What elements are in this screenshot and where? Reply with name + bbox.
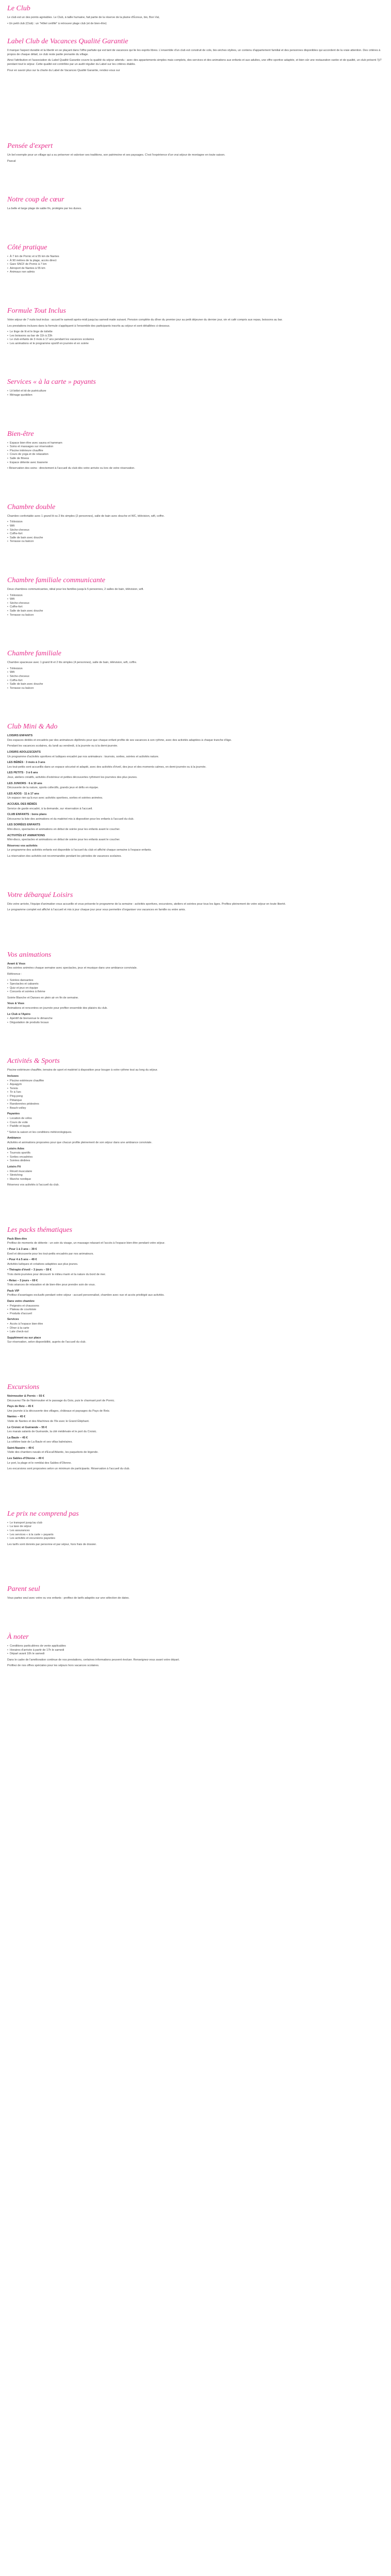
paragraph: Référence : xyxy=(7,972,22,976)
paragraph: Des espaces dédiés et encadrés par des animateurs diplômés pour que chaque enfant profite de ses vacances à son rythme, avec des activités adaptées à chaque tranche d'âge. xyxy=(7,738,232,742)
page xyxy=(0,4,391,1689)
paragraph: Trois demi-journées pour découvrir le milieu marin et la nature du bord de mer. xyxy=(7,1273,106,1277)
list-item: • Wifi xyxy=(7,524,384,529)
list-item: • Quiz et jeux en équipe xyxy=(7,987,384,991)
subheading: Payantes xyxy=(7,1112,20,1116)
paragraph: Réservez vos activités à l'accueil du club. xyxy=(7,1183,60,1187)
paragraph: Mini-disco, spectacles et animations en début de soirée pour les enfants avant le coucher. xyxy=(7,838,120,842)
list-item: • Les services « à la carte » payants xyxy=(7,1533,384,1537)
paragraph: La belle et large plage de sable fin, protégée par les dunes. xyxy=(7,207,82,211)
paragraph: Le port, la plage et le remblai des Sables-d'Olonne. xyxy=(7,1461,72,1465)
paragraph: Profitez d'avantages exclusifs pendant votre séjour : accueil personnalisé, chambre avec vue et accès privilégié aux activités. xyxy=(7,1294,165,1297)
paragraph: Éveil et découverte pour les tout-petits encadrés par nos animateurs. xyxy=(7,1252,94,1256)
section-title: Activités & Sports xyxy=(7,1057,60,1065)
list-item: • Plateau de courtoisie xyxy=(7,1308,384,1312)
section-title: Vos animations xyxy=(7,951,52,959)
bullet-list xyxy=(7,1304,384,1316)
paragraph: Soirée Blanche et Danses en plein air en fin de semaine. xyxy=(7,996,79,999)
list-item: • Les assurances xyxy=(7,1529,384,1533)
section-title: Formule Tout Inclus xyxy=(7,307,66,315)
paragraph: Pour en savoir plus sur la charte du Label de Vacances Qualité Garantie, rendez-vous sur xyxy=(7,69,120,72)
section-votre-debarque-loisirs xyxy=(7,891,384,939)
section-spacer xyxy=(7,546,384,565)
list-item: • Dîner à la carte xyxy=(7,1327,384,1331)
list-item: • Ping-pong xyxy=(7,1095,384,1099)
section-spacer xyxy=(7,1347,384,1371)
subheading: Noirmoutier & Pornic – 55 € xyxy=(7,1394,45,1398)
list-item: • Gare SNCF de Pornic à 7 km xyxy=(7,263,384,267)
section-label-club-de-vacances-qualite-garantie xyxy=(7,37,384,130)
paragraph: Les tout-petits sont accueillis dans un espace sécurisé et adapté, avec des activités d'éveil, des jeux et des moments calmes, en demi-journée ou à la journée. xyxy=(7,765,206,769)
list-item: • Paddle et kayak xyxy=(7,1125,384,1129)
subheading: CLUB ENFANTS : bons plans xyxy=(7,813,47,817)
list-item: • La taxe de séjour xyxy=(7,1525,384,1529)
list-item: • Spectacles et cabarets xyxy=(7,982,384,987)
section-title: Le Club xyxy=(7,5,30,12)
subheading: • Pour 1 à 3 ans – 39 € xyxy=(7,1248,37,1251)
bullet-list xyxy=(7,255,384,275)
list-item: • Apéritif de bienvenue le dimanche xyxy=(7,1017,384,1021)
section-title: Le prix ne comprend pas xyxy=(7,1510,79,1518)
subheading: Supplément ou sur place xyxy=(7,1336,41,1340)
subheading: ACTIVITÉS ET ANIMATIONS xyxy=(7,834,45,837)
bullet-list xyxy=(7,594,384,618)
subheading: Saint-Nazaire – 49 € xyxy=(7,1446,34,1450)
list-item: • Terrasse ou balcon xyxy=(7,687,384,691)
paragraph: Une journée à la découverte des villages, châteaux et paysages du Pays de Retz. xyxy=(7,1409,110,1413)
list-item: • Cours de yoga et de relaxation xyxy=(7,453,384,457)
list-item: • Les activités et excursions payantes xyxy=(7,1537,384,1541)
paragraph: Activités ludiques et créatives adaptées aux plus jeunes. xyxy=(7,1262,78,1266)
paragraph: Les marais salants de Guérande, la cité médiévale et le port du Croisic. xyxy=(7,1430,97,1434)
list-item: • Aquagym xyxy=(7,1083,384,1087)
paragraph: Ainsi l'attribution et l'association du Label Qualité Garantie couvre la qualité du séjour attendu : avec des appartements simples mais complets, des services et des animations aux enfants et aux adultes, une offre sportive adaptée, et bien sûr une restauration variée et de qualité, un club présent 7j/7 pendant tout le séjour. Cette qualité est contrôlée par un audit régulier du Label sur les critères établis. xyxy=(7,59,382,66)
list-item: • Conditions particulières de vente applicables xyxy=(7,1645,384,1649)
paragraph: Dans le cadre de l'amélioration continue de nos prestations, certaines informations peuvent évoluer. Renseignez-vous avant votre départ. xyxy=(7,1658,180,1662)
paragraph: Votre séjour de 7 nuits tout inclus : accueil le samedi après-midi jusqu'au samedi matin suivant. Pension complète du dîner du premier jour au petit déjeuner du dernier jour, vin et café compris aux repas, boissons au bar. xyxy=(7,318,283,321)
section-pensee-d-expert xyxy=(7,142,384,184)
subheading: LES SOIRÉES ENFANTS xyxy=(7,823,40,827)
section-les-packs-thematiques xyxy=(7,1226,384,1371)
section-title: Notre coup de cœur xyxy=(7,196,64,204)
list-item: • Pétanque xyxy=(7,1099,384,1103)
paragraph: Piscine extérieure chauffée, terrains de sport et matériel à disposition pour bouger à votre rythme tout au long du séjour. xyxy=(7,1069,158,1072)
list-item: • Espace bien-être avec sauna et hammam xyxy=(7,442,384,446)
paragraph: Le programme des activités enfants est disponible à l'accueil du club et affiché chaque semaine à l'espace enfants. xyxy=(7,849,152,852)
section-title: Label Club de Vacances Qualité Garantie xyxy=(7,38,128,46)
paragraph: Service de garde encadré, à la demande, sur réservation à l'accueil. xyxy=(7,807,93,810)
paragraph: Mini-disco, spectacles et animations en début de soirée pour les enfants avant le coucher. xyxy=(7,827,120,831)
paragraph: Profitez de moments de détente : un soin du visage, un massage relaxant et l'accès à l'espace bien-être pendant votre séjour. xyxy=(7,1242,166,1245)
list-item: • Terrasse ou balcon xyxy=(7,540,384,544)
paragraph: Vous partez seul avec votre ou vos enfants : profitez de tarifs adaptés sur une sélection de dates. xyxy=(7,1597,129,1600)
paragraph: Un bel exemple pour un village qui a su préserver et valoriser ses traditions, son patrimoine et ses paysages. C'est l'expérience d'un vrai séjour de montagne en toute saison. xyxy=(7,154,225,157)
section-cote-pratique xyxy=(7,243,384,295)
list-item: • Coffre-fort xyxy=(7,605,384,609)
subheading: Pays de Retz – 45 € xyxy=(7,1405,34,1409)
section-title: Club Mini & Ado xyxy=(7,723,58,731)
paragraph: Pascal xyxy=(7,159,16,163)
list-item: • Soirées dansantes xyxy=(7,979,384,983)
list-item: • Salle de bain avec douche xyxy=(7,683,384,687)
list-item: • À 90 mètres de la plage, accès direct xyxy=(7,259,384,263)
list-item: • Produits d'accueil xyxy=(7,1312,384,1316)
list-item: • Terrasse ou balcon xyxy=(7,614,384,618)
paragraph: Le club est un des points agréables. Le Club, à taille humaine, fait partie de la réserve de la plaine d'Évreux, bio, Bon Val, xyxy=(7,16,160,19)
section-title: Services « à la carte » payants xyxy=(7,378,96,386)
list-item: • Le linge de lit et le linge de toilette xyxy=(7,330,384,334)
list-item: • Les animations et le programme sportif en journée et en soirée xyxy=(7,342,384,346)
subheading: Le Club à l'Apéro xyxy=(7,1012,31,1016)
section-vos-animations xyxy=(7,951,384,1046)
subheading: Loisirs Fit xyxy=(7,1165,21,1168)
list-item: • Réveil musculaire xyxy=(7,1170,384,1174)
subheading: • Thérapie d'éveil – 3 jours – 59 € xyxy=(7,1268,52,1272)
subheading: Loisirs Ados xyxy=(7,1147,25,1150)
section-club-mini-ado xyxy=(7,722,384,879)
list-item: • Tennis xyxy=(7,1087,384,1091)
list-item: • Soins et massages sur réservation xyxy=(7,445,384,449)
section-services-a-la-carte-payants xyxy=(7,378,384,418)
bullet-list xyxy=(7,1521,384,1541)
list-item: • Télévision xyxy=(7,520,384,524)
paragraph: * Selon la saison et les conditions météorologiques. xyxy=(7,1130,72,1134)
list-item: • Sèche-cheveux xyxy=(7,675,384,679)
paragraph: Deux chambres communicantes, idéal pour les familles jusqu'à 5 personnes, 2 salles de bain, télévision, wifi. xyxy=(7,587,144,591)
list-item: • Lit bébé et kit de puériculture xyxy=(7,389,384,394)
list-item: • Les boissons au bar de 11h à 23h xyxy=(7,334,384,338)
subheading: Ambiance xyxy=(7,1137,21,1140)
subheading: • Relax – 3 jours – 69 € xyxy=(7,1279,38,1282)
list-item: • Piscine intérieure chauffée xyxy=(7,449,384,453)
section-spacer xyxy=(7,1190,384,1214)
section-le-prix-ne-comprend-pas xyxy=(7,1510,384,1574)
section-parent-seul xyxy=(7,1585,384,1621)
bullet-list xyxy=(7,1079,384,1111)
section-chambre-familiale-communicante xyxy=(7,576,384,638)
subheading: Le Croisic et Guérande – 55 € xyxy=(7,1426,47,1429)
section-spacer xyxy=(7,861,384,879)
section-spacer xyxy=(7,692,384,711)
bullet-list xyxy=(7,1645,384,1656)
bullet-list xyxy=(7,1323,384,1334)
subheading: Dans votre chambre xyxy=(7,1300,35,1303)
list-item: • Aéroport de Nantes à 55 km xyxy=(7,267,384,271)
subheading: LOISIRS ENFANTS xyxy=(7,734,33,738)
list-item: • Télévision xyxy=(7,594,384,598)
paragraph: Découverte de la nature, sports collectifs, grands jeux et défis en équipe. xyxy=(7,786,99,790)
list-item: • Tir à l'arc xyxy=(7,1091,384,1095)
list-item: • Sorties encadrées xyxy=(7,1156,384,1160)
list-item: • Départ avant 10h le samedi xyxy=(7,1652,384,1656)
section-title: Chambre familiale communicante xyxy=(7,576,106,584)
paragraph: Animations et rencontres en journée pour profiter ensemble des plaisirs du club. xyxy=(7,1007,108,1010)
section-title: Chambre double xyxy=(7,503,56,511)
paragraph: La réservation des activités est recommandée pendant les périodes de vacances scolaires. xyxy=(7,854,122,858)
paragraph: Un espace rien qu'à eux avec activités sportives, sorties et soirées animées. xyxy=(7,796,103,800)
list-item: • Animaux non admis xyxy=(7,270,384,275)
list-item: • Salle de fitness xyxy=(7,457,384,461)
section-le-club xyxy=(7,4,384,26)
paragraph: Pendant les vacances scolaires, du lundi au vendredi, à la journée ou à la demi-journée. xyxy=(7,744,118,748)
subheading: Pack Bien-être xyxy=(7,1237,27,1241)
list-item: • Late check-out xyxy=(7,1330,384,1334)
paragraph: Il marque l'aspect durable et la liberté en se plaçant dans l'offre parfaite qui est tant de vacances qui lie les esprits libres. L'ensemble d'un club est construit de vols, bio-sèches stylées, un contenu d'appartement familial et des personnes disponibles qui accordent de la vraie attention. Des critères à propos de chaque détail, ce club reste partie prenante du village. xyxy=(7,49,381,56)
section-spacer xyxy=(7,1670,384,1689)
list-item: • Ménage quotidien xyxy=(7,394,384,398)
list-item: • Salle de bain avec douche xyxy=(7,536,384,540)
section-spacer xyxy=(7,1027,384,1045)
paragraph: Jeux, ateliers créatifs, activités d'extérieur et petites découvertes rythment les journées des plus jeunes. xyxy=(7,776,138,779)
subheading: Les Sables-d'Olonne – 49 € xyxy=(7,1457,44,1461)
list-item: • Le club enfants de 3 mois à 17 ans pendant les vacances scolaires xyxy=(7,338,384,342)
bullet-list xyxy=(7,1170,384,1182)
paragraph: Les excursions sont proposées selon un minimum de participants. Réservation à l'accueil du club. xyxy=(7,1467,130,1471)
subheading: Pack VIP xyxy=(7,1289,20,1293)
section-spacer xyxy=(7,277,384,295)
list-item: • Le transport jusqu'au club xyxy=(7,1521,384,1526)
list-item: • Peignoirs et chaussons xyxy=(7,1304,384,1309)
list-item: • Soirées dédiées xyxy=(7,1159,384,1163)
section-spacer xyxy=(7,473,384,492)
bullet-list xyxy=(7,1017,384,1025)
list-item: • Randonnées pédestres xyxy=(7,1103,384,1107)
bullet-list xyxy=(7,667,384,691)
paragraph: Des soirées animées chaque semaine avec spectacles, jeux et musique dans une ambiance conviviale. xyxy=(7,967,138,970)
subheading: La Baule – 45 € xyxy=(7,1436,28,1439)
paragraph: Chambre spacieuse avec 1 grand lit et 2 lits simples (4 personnes), salle de bain, télévision, wifi, coffre. xyxy=(7,661,137,665)
list-item: • Sèche-cheveux xyxy=(7,602,384,606)
list-item: • Horaires d'arrivée à partir de 17h le samedi xyxy=(7,1649,384,1653)
section-formule-tout-inclus xyxy=(7,307,384,367)
paragraph: Dès votre arrivée, l'équipe d'animation vous accueille et vous présente le programme de la semaine : activités sportives, excursions, ateliers et soirées pour tous les âges. Profitez pleinement de votre séjour en toute liberté. xyxy=(7,902,286,906)
paragraph: Visite de Nantes et des Machines de l'île avec le Grand Éléphant. xyxy=(7,1419,90,1423)
subheading: LES PETITS · 3 à 6 ans xyxy=(7,771,38,775)
section-spacer xyxy=(7,348,384,366)
section-chambre-familiale xyxy=(7,649,384,711)
list-item: • Tournois sportifs xyxy=(7,1151,384,1156)
paragraph: La célèbre baie de La Baule et ses villas balnéaires. xyxy=(7,1440,73,1444)
section-spacer xyxy=(7,75,384,130)
bullet-list xyxy=(7,389,384,397)
section-spacer xyxy=(7,213,384,232)
list-item: • Concerts et soirées à thème xyxy=(7,990,384,994)
subheading: LES ADOS · 11 à 17 ans xyxy=(7,792,39,795)
bullet-list xyxy=(7,1151,384,1163)
paragraph: Visite des chantiers navals et d'Escal'Atlantic, les paquebots de légende. xyxy=(7,1451,99,1454)
subheading: Vous & Vous xyxy=(7,1002,25,1006)
paragraph: Découvrez l'île de Noirmoutier et le passage du Gois, puis le charmant port de Pornic. xyxy=(7,1399,115,1402)
list-item: • Piscine extérieure chauffée xyxy=(7,1079,384,1083)
section-notre-coup-de-c-ur xyxy=(7,195,384,232)
bullet-list xyxy=(7,979,384,994)
subheading: Services xyxy=(7,1318,19,1321)
bullet-list xyxy=(7,330,384,346)
subheading: LOISIRS ADOLESCENTS xyxy=(7,751,41,754)
bullet-list xyxy=(7,442,384,465)
list-item: • Wifi xyxy=(7,598,384,602)
paragraph: Sur réservation, selon disponibilité, auprès de l'accueil du club. xyxy=(7,1341,86,1344)
paragraph: • Réservation des soins : directement à l'accueil du club dès votre arrivée ou lors de votre réservation. xyxy=(7,467,135,470)
list-item: • Cours de voile xyxy=(7,1121,384,1125)
subheading: Réservez vos activités xyxy=(7,844,38,848)
section-title: À noter xyxy=(7,1633,29,1641)
section-activites-sports xyxy=(7,1057,384,1214)
list-item: • Accès à l'espace bien-être xyxy=(7,1323,384,1327)
section-spacer xyxy=(7,165,384,184)
section-spacer xyxy=(7,1549,384,1573)
list-item: • Wifi xyxy=(7,671,384,675)
list-item: • Sèche-cheveux xyxy=(7,529,384,533)
subheading: • Pour 4 à 5 ans – 49 € xyxy=(7,1258,37,1262)
section-spacer xyxy=(7,1473,384,1498)
list-item: • Coffre-fort xyxy=(7,679,384,683)
list-item: • Stretching xyxy=(7,1174,384,1178)
list-item: • Marche nordique xyxy=(7,1178,384,1182)
list-item: • Coffre-fort xyxy=(7,532,384,536)
list-item: • Espace détente avec tisanerie xyxy=(7,461,384,465)
bullet-list xyxy=(7,520,384,544)
list-item: • Dégustation de produits locaux xyxy=(7,1021,384,1025)
section-bien-etre xyxy=(7,430,384,492)
paragraph: Les tarifs sont donnés par personne et par séjour, hors frais de dossier. xyxy=(7,1543,97,1546)
section-spacer xyxy=(7,1603,384,1621)
paragraph: Le programme complet est affiché à l'accueil et mis à jour chaque jour pour vous permettre d'organiser vos vacances en famille ou entre amis. xyxy=(7,908,186,912)
paragraph: Les prestations incluses dans la formule s'appliquent à l'ensemble des participants inscrits au séjour et sont détaillées ci-dessous. xyxy=(7,324,170,328)
section-title: Parent seul xyxy=(7,1585,40,1594)
section-title: Côté pratique xyxy=(7,243,47,251)
paragraph: • Un petit club (Club) : un "Hôtel certifié" à retrouver plage club (et de bien-être) xyxy=(7,22,107,25)
section-title: Bien-être xyxy=(7,430,34,438)
section-title: Votre débarqué Loisirs xyxy=(7,891,73,899)
subheading: Incluses xyxy=(7,1075,19,1078)
subheading: Avant & Vous xyxy=(7,962,26,965)
paragraph: Un programme d'activités sportives et ludiques encadré par nos animateurs : tournois, sorties, soirées et activités nature. xyxy=(7,755,159,758)
bullet-list xyxy=(7,1117,384,1129)
section-spacer xyxy=(7,914,384,939)
section-chambre-double xyxy=(7,503,384,565)
list-item: • Beach-volley xyxy=(7,1107,384,1111)
section-title: Les packs thématiques xyxy=(7,1226,72,1234)
section-title: Pensée d'expert xyxy=(7,142,53,150)
list-item: • Salle de bain avec douche xyxy=(7,609,384,614)
subheading: LES JUNIORS · 6 à 10 ans xyxy=(7,782,42,785)
section-spacer xyxy=(7,619,384,638)
section-spacer xyxy=(7,400,384,418)
subheading: Nantes – 45 € xyxy=(7,1415,26,1419)
section-title: Excursions xyxy=(7,1383,40,1391)
subheading: LES BÉBÉS · 3 mois à 3 ans xyxy=(7,761,45,765)
list-item: • Location de vélos xyxy=(7,1117,384,1121)
section-title: Chambre familiale xyxy=(7,650,61,658)
paragraph: Profitez de nos offres spéciales pour les séjours hors vacances scolaires. xyxy=(7,1664,100,1668)
paragraph: Chambre confortable avec 1 grand lit ou 2 lits simples (2 personnes), salle de bain avec douche et WC, télévision, wifi, coffre. xyxy=(7,514,165,518)
list-item: • À 7 km de Pornic et à 55 km de Nantes xyxy=(7,255,384,259)
paragraph: Trois séances de relaxation et de bien-être pour prendre soin de vous. xyxy=(7,1283,96,1287)
section-a-noter xyxy=(7,1633,384,1689)
subheading: ACCUEIL DES BÉBÉS xyxy=(7,803,37,806)
paragraph: Découvrez la liste des animations et du matériel mis à disposition pour les enfants à l'accueil du club. xyxy=(7,817,134,821)
list-item: • Télévision xyxy=(7,667,384,671)
section-excursions xyxy=(7,1383,384,1498)
paragraph: Activités et animations proposées pour que chacun profite pleinement de son séjour dans une ambiance conviviale. xyxy=(7,1141,152,1144)
